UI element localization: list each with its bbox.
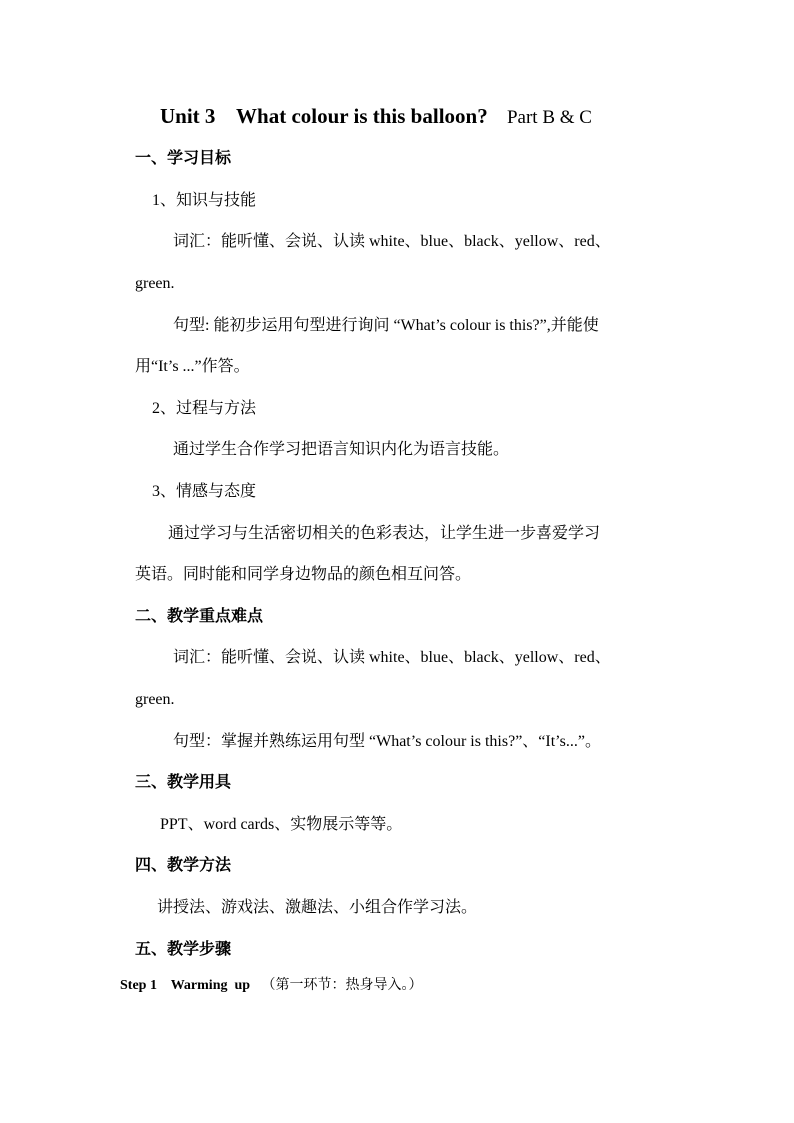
section1-sub3-text-line2: 英语。同时能和同学身边物品的颜色相互问答。 — [135, 566, 472, 583]
section1-pattern-line2: 用“It’s ...”作答。 — [135, 358, 250, 375]
step1-label: Step 1 Warming up — [120, 978, 251, 993]
section1-sub3-label: 3、情感与态度 — [152, 483, 257, 500]
section1-sub1-label: 1、知识与技能 — [152, 192, 257, 209]
section4-text: 讲授法、游戏法、激趣法、小组合作学习法。 — [157, 899, 478, 916]
section1-sub2-text: 通过学生合作学习把语言知识内化为语言技能。 — [173, 441, 510, 458]
section1-sub3-text-line1: 通过学习与生活密切相关的色彩表达，让学生进一步喜爱学习 — [168, 525, 601, 542]
section1-sub2-label: 2、过程与方法 — [152, 400, 257, 417]
section3-text: PPT、word cards、实物展示等等。 — [160, 816, 403, 833]
section2-vocab-line2: green. — [135, 691, 175, 708]
title-main: Unit 3 What colour is this balloon? — [160, 104, 488, 128]
section2-vocab-line1: 词汇：能听懂、会说、认读 white、blue、black、yellow、red、 — [173, 649, 611, 666]
section3-heading: 三、教学用具 — [135, 774, 232, 791]
step1-note: （第一环节：热身导入。） — [261, 978, 423, 993]
section2-pattern: 句型：掌握并熟练运用句型 “What’s colour is this?”、“It’s...”。 — [173, 733, 601, 750]
document-title — [160, 105, 592, 129]
section1-vocab-line2: green. — [135, 275, 175, 292]
section1-pattern-line1: 句型: 能初步运用句型进行询问 “What’s colour is this?”,并能使 — [173, 317, 599, 334]
title-sub: Part B & C — [506, 107, 592, 128]
section1-heading: 一、学习目标 — [135, 150, 232, 167]
section2-heading: 二、教学重点难点 — [135, 608, 264, 625]
section5-heading: 五、教学步骤 — [135, 941, 232, 958]
section1-vocab-line1: 词汇：能听懂、会说、认读 white、blue、black、yellow、red、 — [173, 233, 611, 250]
step1-line — [120, 975, 423, 997]
section4-heading: 四、教学方法 — [135, 857, 232, 874]
